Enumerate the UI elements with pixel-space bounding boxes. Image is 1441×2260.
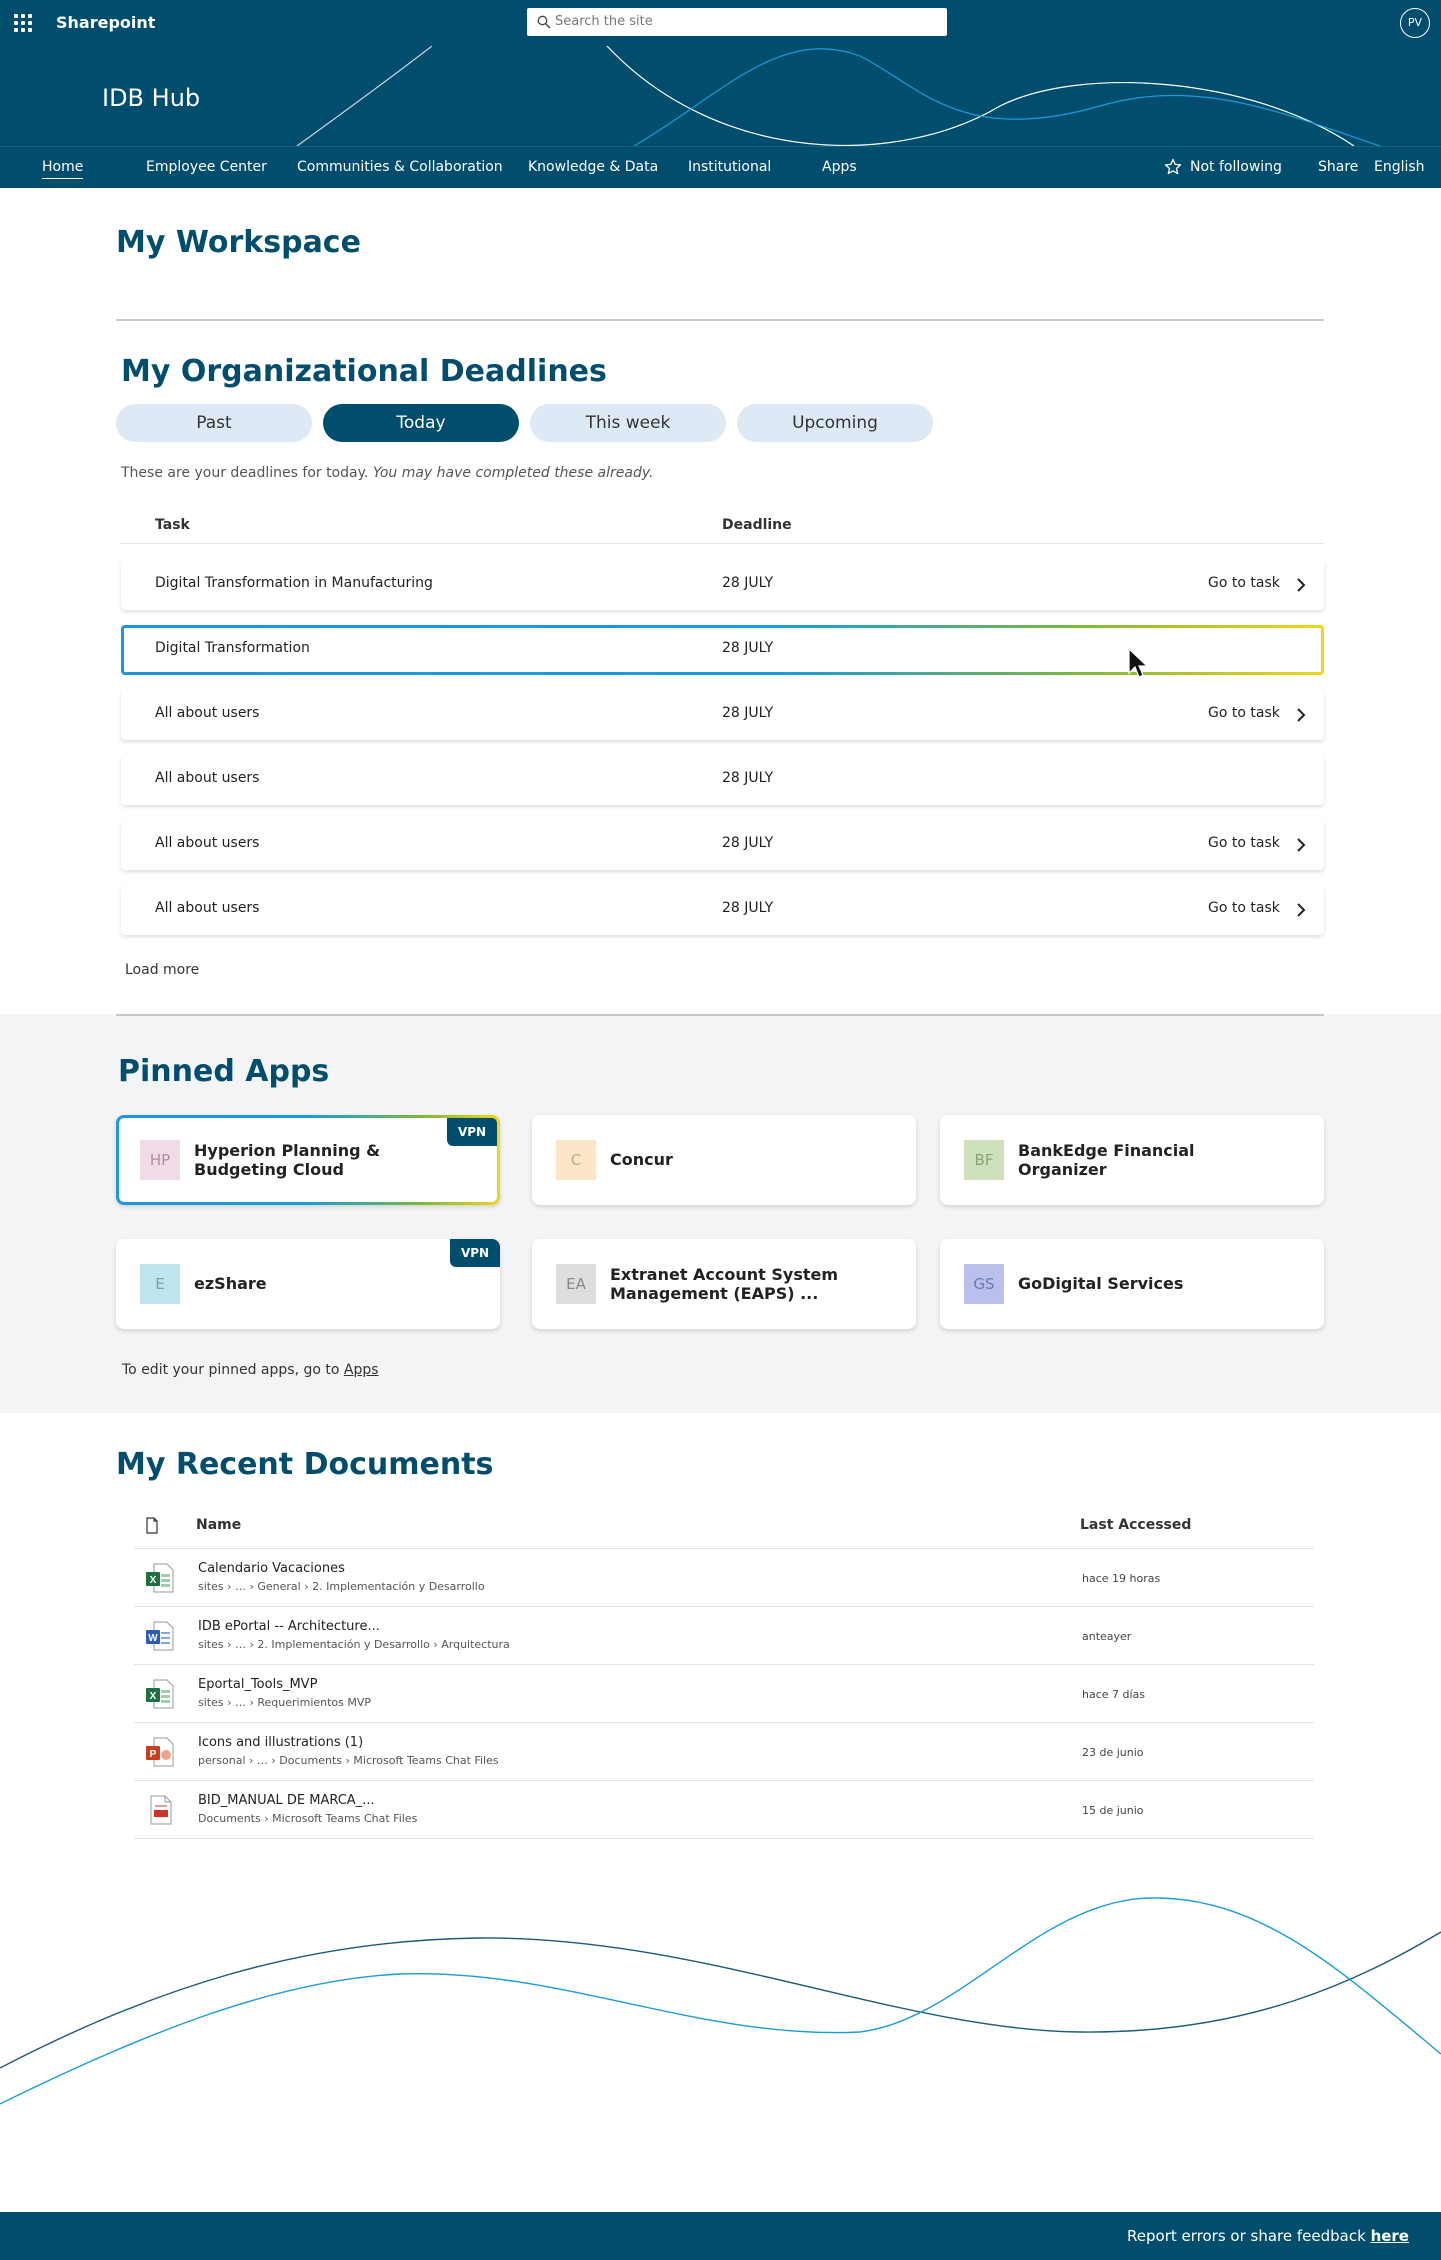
search-input[interactable] [527,8,947,36]
app-initials-icon: EA [556,1264,596,1304]
document-name[interactable]: Calendario Vacaciones [198,1561,345,1576]
deadline-date: 28 JULY [722,575,774,591]
row-divider [134,1606,1314,1607]
vpn-badge: VPN [450,1239,500,1267]
user-avatar[interactable]: PV [1400,8,1430,38]
nav-item-apps[interactable]: Apps [822,159,857,175]
deadlines-intro [121,465,653,481]
powerpoint-file-icon [145,1736,175,1768]
vpn-badge: VPN [447,1118,497,1146]
pinned-app-card[interactable] [940,1115,1324,1205]
document-path: personal › … › Documents › Microsoft Teams Chat Files [198,1754,499,1767]
pinned-app-card[interactable] [532,1239,916,1329]
app-name: BankEdge Financial Organizer [1018,1140,1195,1179]
file-type-icon[interactable] [145,1517,159,1534]
filter-upcoming[interactable]: Upcoming [737,404,933,442]
filter-this-week[interactable]: This week [530,404,726,442]
app-initials-icon: C [556,1140,596,1180]
footer [0,2212,1441,2260]
pinned-app-card[interactable] [940,1239,1324,1329]
feedback-text [1127,2227,1409,2245]
excel-file-icon [145,1678,175,1710]
site-title[interactable]: IDB Hub [102,84,201,112]
deadline-task: All about users [155,835,260,851]
document-last-accessed: 23 de junio [1082,1746,1144,1759]
deadline-date: 28 JULY [722,770,774,786]
site-navigation [0,146,1441,188]
deadline-task: Digital Transformation in Manufacturing [155,575,433,591]
feedback-link[interactable]: here [1370,2227,1409,2245]
app-name: ezShare [194,1274,267,1294]
document-last-accessed: anteayer [1082,1630,1132,1643]
chevron-right-icon[interactable] [1296,837,1306,853]
column-header-last-accessed[interactable]: Last Accessed [1080,1517,1192,1533]
document-name[interactable]: BID_MANUAL DE MARCA_... [198,1793,375,1808]
document-last-accessed: hace 19 horas [1082,1572,1161,1585]
go-to-task-link[interactable]: Go to task [1208,705,1280,721]
chevron-right-icon[interactable] [1296,577,1306,593]
go-to-task-link[interactable]: Go to task [1208,835,1280,851]
recent-documents-heading: My Recent Documents [116,1447,494,1482]
document-last-accessed: hace 7 días [1082,1688,1146,1701]
header-wave-decoration [0,46,1441,146]
svg-text:P: P [149,1749,157,1760]
app-name: GoDigital Services [1018,1274,1184,1294]
pinned-app-card[interactable] [116,1115,500,1205]
row-divider [134,1722,1314,1723]
table-header-divider [134,1548,1314,1549]
row-divider [134,1664,1314,1665]
deadline-row[interactable] [121,690,1324,740]
suite-app-name[interactable]: Sharepoint [56,13,156,32]
page-title: My Workspace [116,225,361,260]
deadline-task: Digital Transformation [155,640,310,656]
pinned-app-card[interactable] [532,1115,916,1205]
document-path: sites › … › 2. Implementación y Desarrollo › Arquitectura [198,1638,510,1651]
document-name[interactable]: Eportal_Tools_MVP [198,1677,318,1692]
document-last-accessed: 15 de junio [1082,1804,1144,1817]
word-file-icon [145,1620,175,1652]
column-header-name[interactable]: Name [196,1517,242,1533]
deadline-row[interactable] [121,885,1324,935]
nav-item-home[interactable]: Home [42,159,83,179]
load-more-button[interactable]: Load more [125,962,200,978]
document-path: Documents › Microsoft Teams Chat Files [198,1812,418,1825]
follow-button[interactable]: Not following [1190,159,1282,175]
table-header-divider [120,543,1324,544]
deadlines-intro-text: These are your deadlines for today. [121,465,369,481]
nav-item-institutional[interactable]: Institutional [688,159,772,175]
deadline-date: 28 JULY [722,705,774,721]
row-divider [134,1838,1314,1839]
edit-pinned-apps-note [122,1362,379,1378]
app-initials-icon: HP [140,1140,180,1180]
nav-item-knowledge-data[interactable]: Knowledge & Data [528,159,659,175]
deadline-row[interactable] [121,755,1324,805]
deadline-date: 28 JULY [722,835,774,851]
deadline-task: All about users [155,770,260,786]
deadline-task: All about users [155,900,260,916]
filter-today[interactable]: Today [323,404,519,442]
divider [116,319,1324,321]
app-initials-icon: BF [964,1140,1004,1180]
row-divider [134,1780,1314,1781]
column-header-task[interactable]: Task [155,517,190,533]
deadlines-intro-note: You may have completed these already. [372,465,654,481]
search-icon [537,15,551,29]
chevron-right-icon[interactable] [1296,707,1306,723]
mouse-cursor-icon [1128,648,1152,680]
app-name: Hyperion Planning & Budgeting Cloud [194,1140,381,1179]
document-path: sites › … › General › 2. Implementación y Desarrollo [198,1580,485,1593]
document-name[interactable]: Icons and illustrations (1) [198,1735,364,1750]
app-name: Concur [610,1150,673,1170]
suite-bar [0,0,1441,46]
excel-file-icon [145,1562,175,1594]
footer-wave-decoration [0,1870,1441,2110]
deadline-task: All about users [155,705,260,721]
app-launcher-icon[interactable] [14,14,32,32]
svg-text:W: W [148,1633,158,1644]
app-initials-icon: GS [964,1264,1004,1304]
search-placeholder: Search the site [555,14,653,29]
language-selector[interactable]: English [1374,159,1425,175]
document-path: sites › … › Requerimientos MVP [198,1696,372,1709]
app-name: Extranet Account System Management (EAPS) ... [610,1264,839,1303]
svg-text:X: X [149,1691,157,1702]
app-initials-icon: E [140,1264,180,1304]
feedback-label: Report errors or share feedback [1127,2227,1366,2245]
pinned-app-card[interactable] [116,1239,500,1329]
star-icon[interactable] [1164,158,1182,176]
document-name[interactable]: IDB ePortal -- Architecture... [198,1619,380,1634]
deadline-date: 28 JULY [722,640,774,656]
go-to-task-link[interactable]: Go to task [1208,575,1280,591]
chevron-right-icon[interactable] [1296,902,1306,918]
edit-note-text: To edit your pinned apps, go to [122,1362,340,1378]
pinned-apps-heading: Pinned Apps [118,1054,330,1089]
deadline-row[interactable] [121,560,1324,610]
deadline-row[interactable] [121,820,1324,870]
deadline-date: 28 JULY [722,900,774,916]
site-header [0,46,1441,146]
divider [116,1014,1324,1016]
svg-text:X: X [149,1575,157,1586]
column-header-deadline[interactable]: Deadline [722,517,792,533]
share-button[interactable]: Share [1318,159,1359,175]
go-to-task-link[interactable]: Go to task [1208,900,1280,916]
nav-item-employee-center[interactable]: Employee Center [146,159,267,175]
filter-past[interactable]: Past [116,404,312,442]
pdf-file-icon [145,1794,175,1826]
apps-link[interactable]: Apps [343,1362,379,1378]
nav-item-communities[interactable]: Communities & Collaboration [297,159,503,175]
deadlines-heading: My Organizational Deadlines [121,354,607,389]
